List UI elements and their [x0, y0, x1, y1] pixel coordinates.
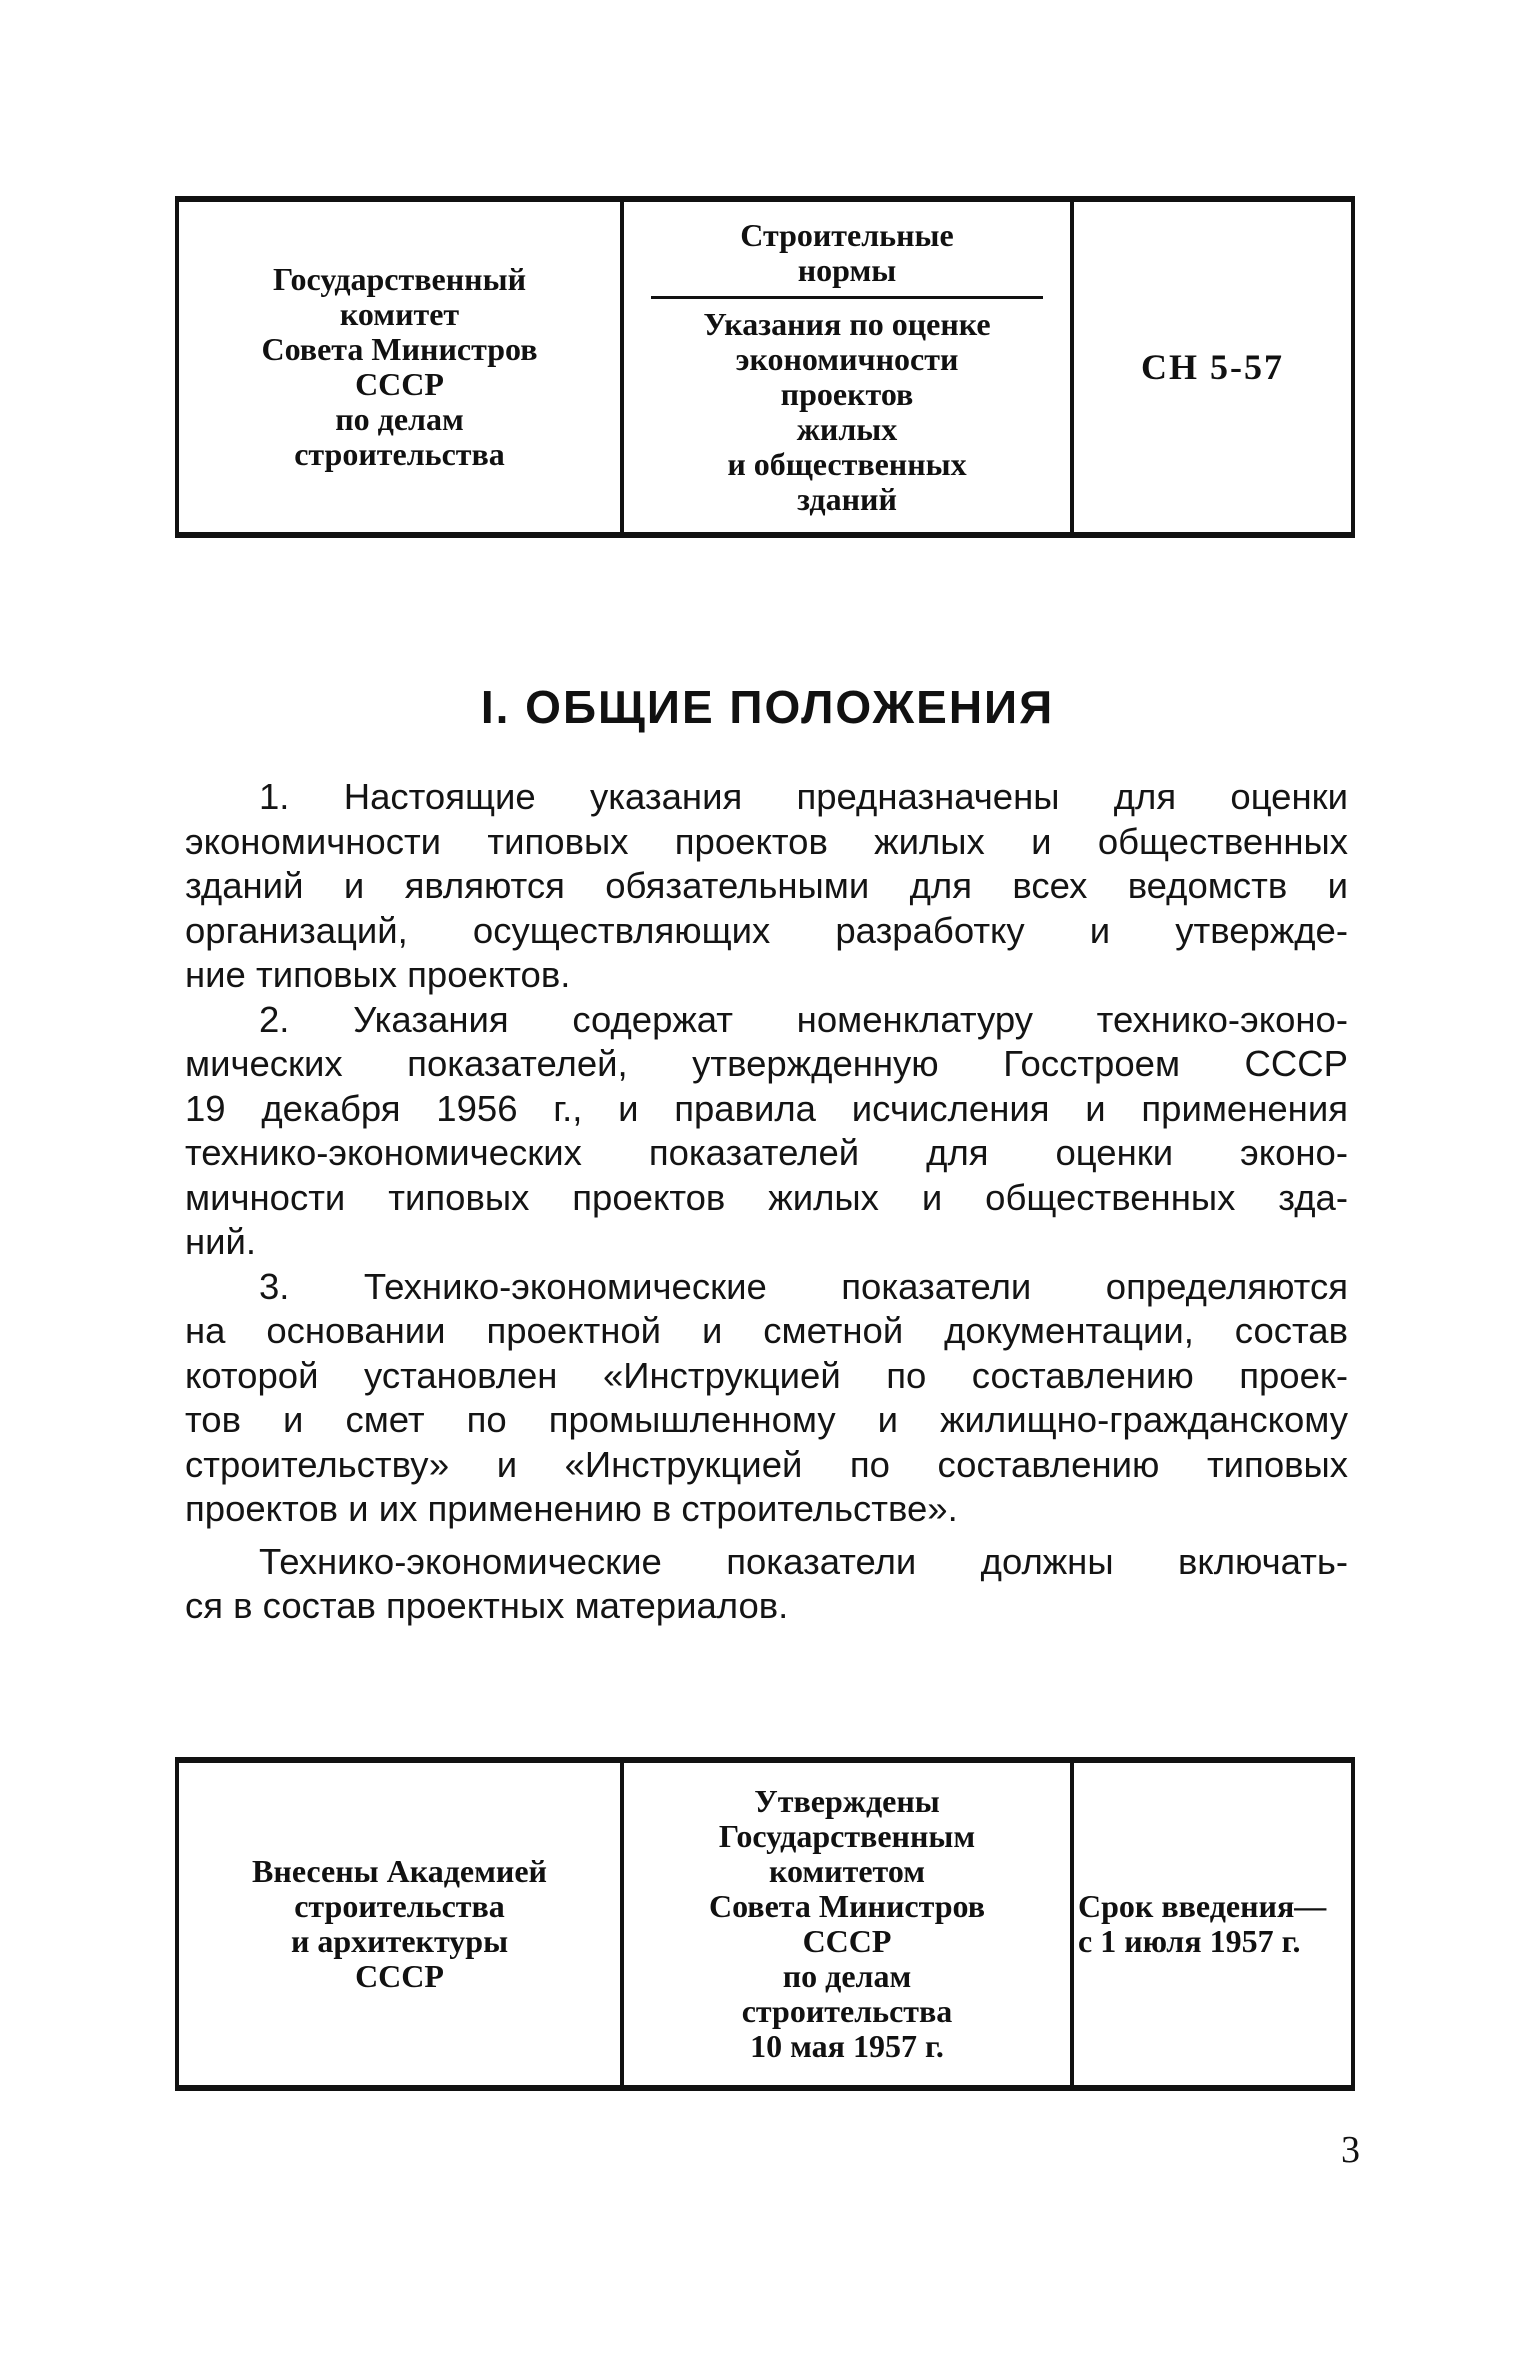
paragraph-2 — [185, 998, 1348, 1265]
approved-line: строительства — [741, 1993, 953, 2029]
subject-line: Указания по оценке — [703, 305, 991, 342]
category-line: Строительные — [740, 216, 954, 253]
text-line: которой установлен «Инструкцией по составлению проек- — [185, 1354, 1348, 1396]
category-block — [651, 218, 1043, 299]
text-line: технико-экономических показателей для оценки эконо- — [185, 1132, 1348, 1173]
text-line: проектов и их применению в строительстве». — [185, 1488, 958, 1529]
section-title: I. ОБЩИЕ ПОЛОЖЕНИЯ — [480, 681, 1055, 733]
issuer-line: строительства — [294, 436, 505, 472]
paragraph-3 — [185, 1265, 1348, 1532]
issuer-line: СССР — [355, 366, 444, 402]
text-line: мических показателей, утвержденную Госстроем СССР — [185, 1043, 1348, 1084]
text-line: 3. Технико-экономические показатели определяются — [259, 1265, 1348, 1307]
text-line: на основании проектной и сметной документации, состав — [185, 1310, 1348, 1351]
paragraph-1 — [185, 775, 1348, 998]
approved-line: СССР — [802, 1923, 892, 1959]
issuer-cell — [175, 202, 620, 532]
footer-table — [175, 1757, 1355, 2091]
issuer-line: по делам — [335, 401, 464, 437]
text-line: зданий и являются обязательными для всех ведомств и — [185, 865, 1348, 906]
document-code: СН 5-57 — [1141, 346, 1284, 387]
approved-line: Утверждены — [754, 1783, 940, 1819]
subject-line: проектов — [780, 375, 914, 412]
approved-line: Совета Министров — [708, 1888, 985, 1924]
approved-line: комитетом — [768, 1853, 926, 1889]
text-line: 1. Настоящие указания предназначены для оценки — [259, 776, 1348, 817]
body-text — [185, 775, 1348, 1629]
approved-line: по делам — [782, 1958, 912, 1994]
text-line: организаций, осуществляющих разработку и утвержде- — [185, 909, 1348, 951]
subject-line: зданий — [797, 480, 897, 517]
effective-date-cell — [1070, 1763, 1355, 2085]
text-line: ся в состав проектных материалов. — [185, 1585, 789, 1626]
effective-line: с 1 июля 1957 г. — [1078, 1923, 1301, 1959]
paragraph-4 — [185, 1540, 1348, 1629]
issuer-line: Государственный — [273, 261, 526, 297]
text-line: ний. — [185, 1221, 257, 1262]
page-number: 3 — [1341, 2129, 1360, 2171]
document-type-cell — [620, 202, 1070, 532]
submitted-line: строительства — [294, 1888, 505, 1924]
text-line: строительству» и «Инструкцией по составлению типовых — [185, 1443, 1348, 1485]
code-cell — [1070, 202, 1355, 532]
text-line: тов и смет по промышленному и жилищно-гражданскому — [185, 1399, 1348, 1440]
approved-line: 10 мая 1957 г. — [750, 2028, 944, 2064]
subject-line: и общественных — [727, 445, 967, 482]
submitted-line: и архитектуры — [290, 1923, 509, 1959]
subject-line: жилых — [796, 410, 898, 447]
submitted-line: СССР — [355, 1958, 444, 1994]
submitted-line: Внесены Академией — [252, 1853, 547, 1889]
category-line: нормы — [797, 251, 897, 288]
subject-line: экономичности — [735, 340, 959, 377]
text-line: мичности типовых проектов жилых и общественных зда- — [185, 1176, 1348, 1218]
issuer-line: комитет — [339, 296, 460, 332]
submitted-by-cell — [175, 1763, 620, 2085]
header-table — [175, 196, 1355, 538]
approved-line: Государственным — [718, 1818, 976, 1854]
issuer-line: Совета Министров — [261, 331, 538, 367]
text-line: 2. Указания содержат номенклатуру технико-эконо- — [259, 998, 1348, 1040]
text-line: ние типовых проектов. — [185, 954, 571, 995]
text-line: 19 декабря 1956 г., и правила исчисления и применения — [185, 1087, 1348, 1129]
effective-line: Срок введения— — [1078, 1888, 1327, 1924]
approved-by-cell — [620, 1763, 1070, 2085]
text-line: Технико-экономические показатели должны включать- — [259, 1540, 1348, 1582]
text-line: экономичности типовых проектов жилых и общественных — [185, 820, 1348, 862]
